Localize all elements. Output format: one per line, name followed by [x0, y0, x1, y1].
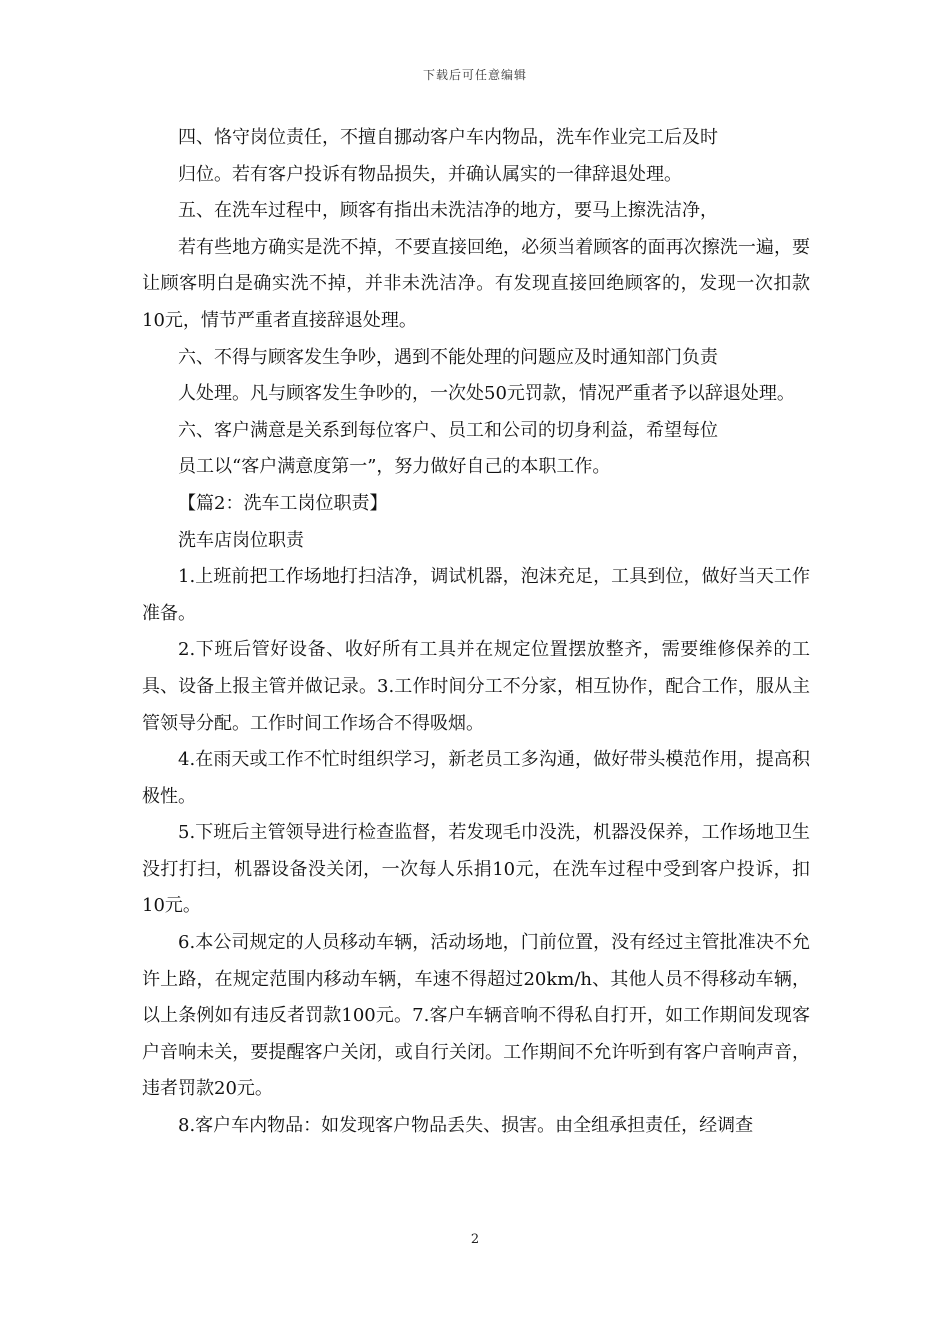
- paragraph-6b-continuation: 员工以“客户满意度第一”，努力做好自己的本职工作。: [178, 456, 611, 478]
- paragraph-5-first-line: 五、在洗车过程中，顾客有指出未洗洁净的地方，要马上擦洗洁净，: [178, 200, 718, 222]
- page-number: 2: [470, 1232, 480, 1247]
- paragraph-6-continuation: 人处理。凡与顾客发生争吵的，一次处50元罚款，情况严重者予以辞退处理。: [178, 383, 795, 405]
- paragraph-5-continuation: 若有些地方确实是洗不掉，不要直接回绝，必须当着顾客的面再次擦洗一遍，要让顾客明白是确实洗不掉，并非未洗洁净。有发现直接回绝顾客的，发现一次扣款10元，情节严重者直接辞退处理。: [142, 236, 810, 331]
- duty-item-6-7: 6.本公司规定的人员移动车辆，活动场地，门前位置，没有经过主管批准决不允许上路，在规定范围内移动车辆，车速不得超过20km/h、其他人员不得移动车辆，以上条例如有违反者罚款100元。7.客户车辆音响不得私自打开，如工作期间发现客户音响未关，要提醒客户关闭，或自行关闭。工作期间不允许听到有客户音响声音，违者罚款20元。: [142, 932, 810, 1100]
- duty-item-1: 1.上班前把工作场地打扫洁净，调试机器，泡沫充足，工具到位，做好当天工作准备。: [142, 566, 810, 624]
- duty-item-5: 5.下班后主管领导进行检查监督，若发现毛巾没洗，机器没保养，工作场地卫生没打打扫，机器设备没关闭，一次每人乐捐10元，在洗车过程中受到客户投诉，扣10元。: [142, 822, 810, 917]
- section-subtitle: 洗车店岗位职责: [178, 529, 304, 551]
- paragraph-4-continuation: 归位。若有客户投诉有物品损失，并确认属实的一律辞退处理。: [178, 163, 682, 185]
- paragraph-4-first-line: 四、恪守岗位责任，不擅自挪动客户车内物品，洗车作业完工后及时: [178, 127, 718, 148]
- duty-item-8: 8.客户车内物品：如发现客户物品丢失、损害。由全组承担责任，经调查: [178, 1115, 754, 1137]
- page-header-note: 下载后可任意编辑: [422, 68, 527, 82]
- paragraph-6b-first-line: 六、客户满意是关系到每位客户、员工和公司的切身利益，希望每位: [178, 419, 718, 441]
- document-body: [142, 120, 810, 1145]
- duty-item-4: 4.在雨天或工作不忙时组织学习，新老员工多沟通，做好带头模范作用，提高积极性。: [142, 749, 810, 807]
- paragraph-6-first-line: 六、不得与顾客发生争吵，遇到不能处理的问题应及时通知部门负责: [178, 346, 718, 368]
- section-heading: 【篇2：洗车工岗位职责】: [178, 492, 388, 514]
- duty-item-2-3: 2.下班后管好设备、收好所有工具并在规定位置摆放整齐，需要维修保养的工具、设备上报主管并做记录。3.工作时间分工不分家，相互协作，配合工作，服从主管领导分配。工作时间工作场合不得吸烟。: [142, 639, 810, 734]
